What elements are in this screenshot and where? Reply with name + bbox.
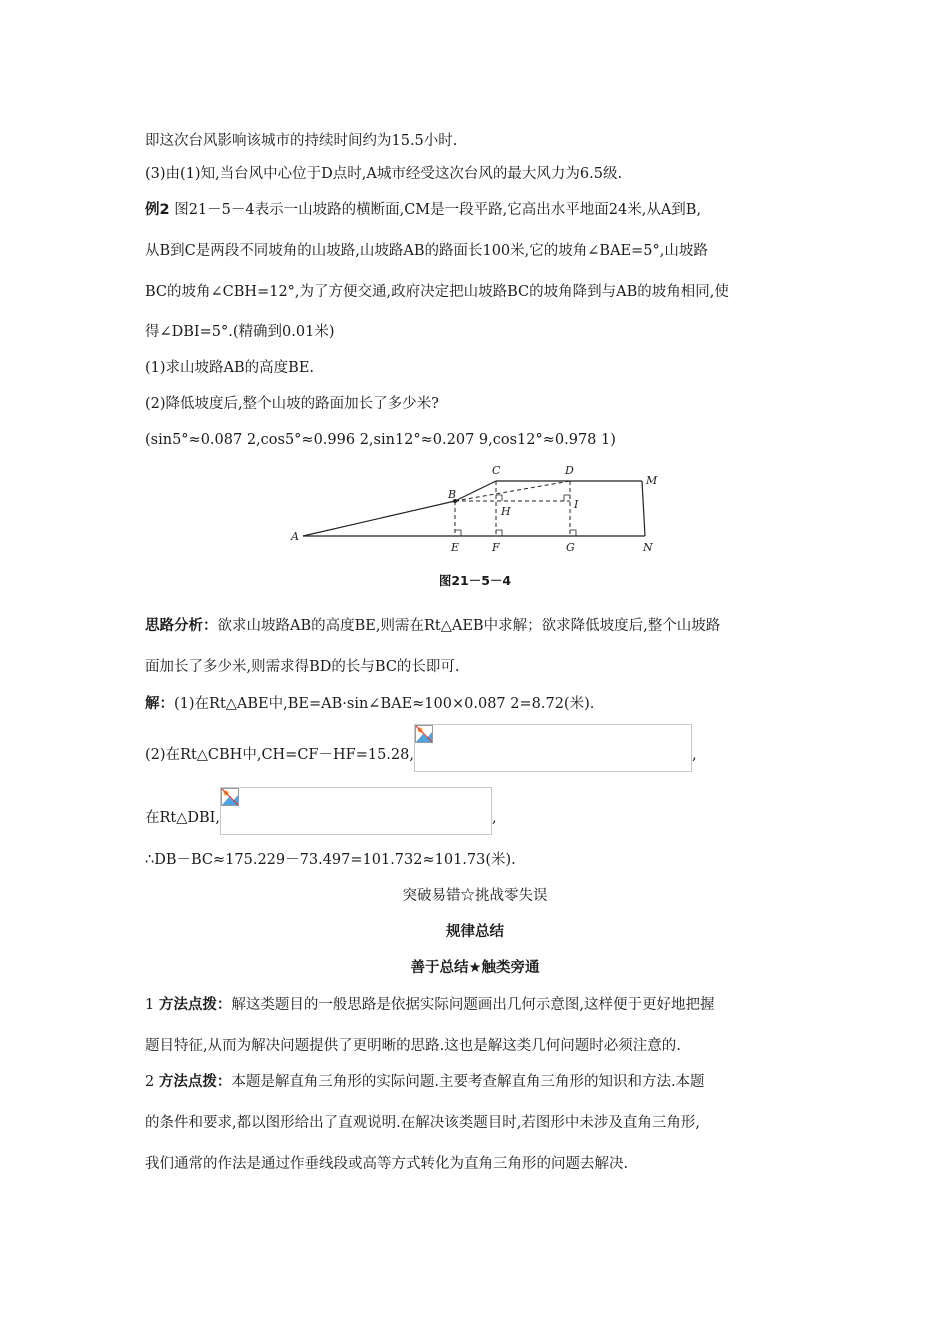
label-d: D (565, 464, 574, 477)
tip-number: 2 (145, 1074, 155, 1090)
tip-text: 我们通常的作法是通过作垂线段或高等方式转化为直角三角形的问题去解决. (145, 1156, 629, 1172)
right-angle-e (455, 530, 461, 536)
label-m: M (646, 474, 658, 487)
solution-label: 解： (145, 696, 174, 712)
tip-1 (145, 995, 714, 1015)
analysis-label: 思路分析： (145, 618, 218, 634)
slope-diagram (285, 458, 665, 558)
text-line: BC的坡角∠CBH=12°,为了方便交通,政府决定把山坡路BC的坡角降到与AB的坡角相同,使 (145, 284, 729, 300)
analysis-text: 面加长了多少米,则需求得BD的长与BC的长即可. (145, 659, 460, 675)
tip-number: 1 (145, 997, 155, 1013)
label-i: I (574, 498, 579, 511)
question-1: (1)求山坡路AB的高度BE. (145, 360, 315, 376)
label-h: H (501, 505, 511, 518)
label-n: N (643, 541, 653, 554)
solution-text: (1)在Rt△ABE中,BE=AB·sin∠BAE≈100×0.087 2=8.72(米). (174, 696, 595, 712)
text-line: 得∠DBI=5°.(精确到0.01米) (145, 324, 335, 340)
label-g: G (566, 541, 575, 554)
tip-label: 方法点拨： (158, 997, 232, 1013)
tip-text: 的条件和要求,都以图形给出了直观说明.在解决该类题目时,若图形中未涉及直角三角形, (145, 1115, 700, 1131)
tip-text: 题目特征,从而为解决问题提供了更明晰的思路.这也是解这类几何问题时必须注意的. (145, 1038, 681, 1054)
figure-caption: 图21－5－4 (438, 573, 512, 588)
solution-line (145, 694, 594, 714)
text-line: (3)由(1)知,当台风中心位于D点时,A城市经受这次台风的最大风力为6.5级. (145, 166, 623, 182)
solution-text: 在Rt△DBI, (145, 810, 221, 826)
solution-line-3 (145, 801, 497, 835)
question-2: (2)降低坡度后,整个山坡的路面加长了多少米? (145, 396, 439, 412)
solution-text: (2)在Rt△CBH中,CH=CF－HF=15.28, (145, 747, 414, 763)
analysis-line (145, 616, 720, 636)
text-line: 从B到C是两段不同坡角的山坡路,山坡路AB的路面长100米,它的坡角∠BAE=5°,山坡路 (145, 243, 708, 259)
example-intro (145, 200, 701, 220)
trig-values: (sin5°≈0.087 2,cos5°≈0.996 2,sin12°≈0.207 9,cos12°≈0.978 1) (145, 432, 616, 448)
tip-text: 本题是解直角三角形的实际问题.主要考查解直角三角形的知识和方法.本题 (231, 1074, 705, 1090)
section-title: 突破易错☆挑战零失误 (402, 888, 548, 904)
section-heading: 规律总结 (446, 924, 504, 940)
tip-2 (145, 1072, 705, 1092)
text-line: 图21－5－4表示一山坡路的横断面,CM是一段平路,它高出水平地面24米,从A到B, (169, 202, 702, 218)
comma: , (691, 747, 697, 763)
tip-text: 解这类题目的一般思路是依据实际问题画出几何示意图,这样便于更好地把握 (231, 997, 715, 1013)
right-angle-h (496, 495, 502, 501)
solution-text: ∴DB－BC≈175.229－73.497=101.732≈101.73(米). (145, 852, 516, 868)
slope-bc (455, 481, 496, 501)
edge-mn (642, 481, 645, 536)
solution-line-2 (145, 738, 697, 772)
label-b: B (448, 488, 457, 501)
comma: , (492, 810, 497, 826)
broken-image-icon (221, 788, 239, 806)
label-e: E (451, 541, 460, 554)
tip-label: 方法点拨： (158, 1074, 232, 1090)
broken-image-icon (415, 725, 433, 743)
right-angle-f (496, 530, 502, 536)
right-angle-g (570, 530, 576, 536)
label-f: F (492, 541, 500, 554)
slope-ab (303, 501, 455, 536)
formula-image (414, 724, 692, 772)
formula-image (220, 787, 492, 835)
dashed-bd (455, 481, 570, 501)
section-subheading: 善于总结★触类旁通 (410, 960, 540, 976)
text-line: 即这次台风影响该城市的持续时间约为15.5小时. (145, 133, 458, 149)
label-a: A (291, 530, 299, 543)
label-c: C (492, 464, 501, 477)
example-label: 例2 (145, 202, 170, 218)
analysis-text: 欲求山坡路AB的高度BE,则需在Rt△AEB中求解；欲求降低坡度后,整个山坡路 (217, 618, 721, 634)
